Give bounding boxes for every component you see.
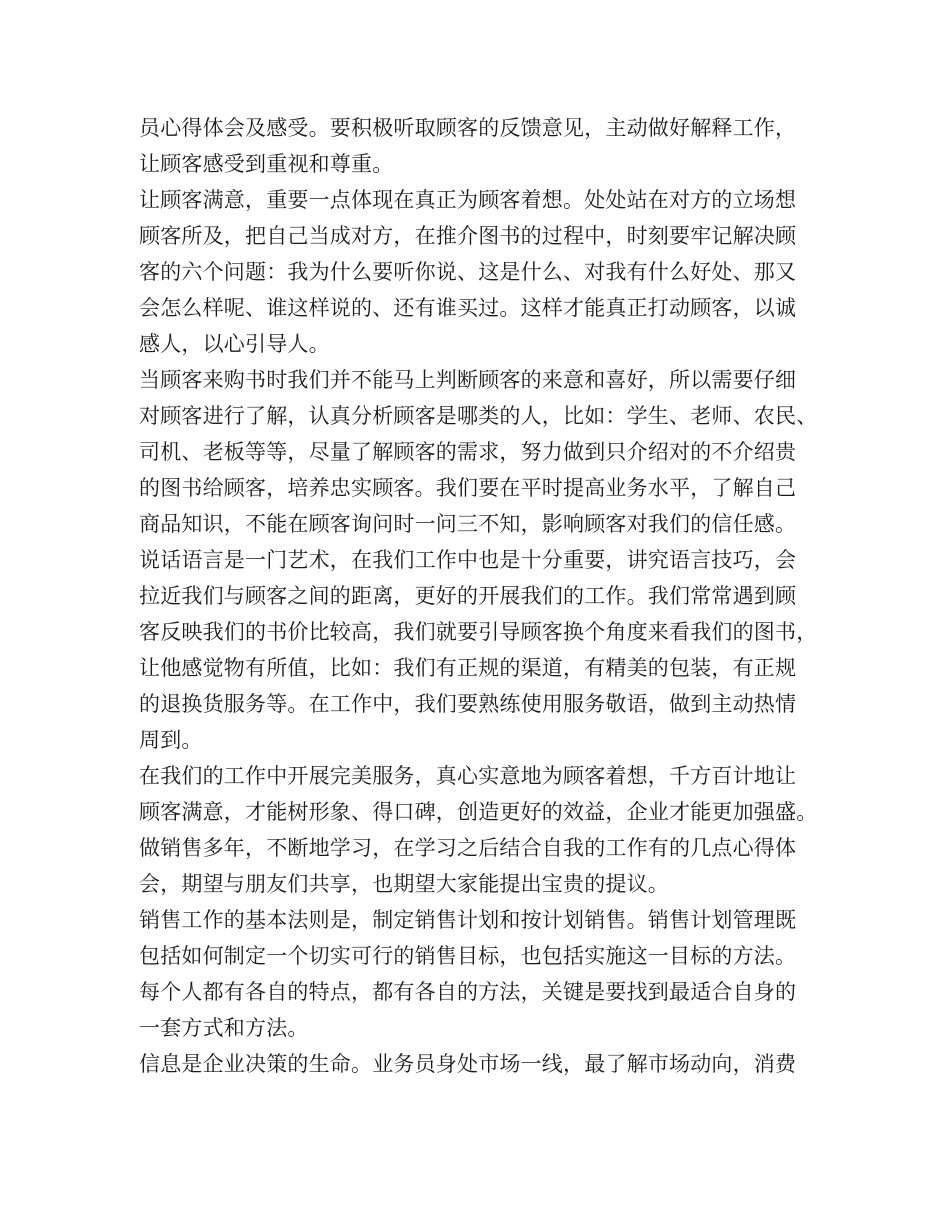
text-line: 商品知识，不能在顾客询问时一问三不知，影响顾客对我们的信任感。 (139, 512, 797, 536)
text-line: 让顾客满意，重要一点体现在真正为顾客着想。处处站在对方的立场想 (139, 188, 797, 212)
text-line: 的图书给顾客，培养忠实顾客。我们要在平时提高业务水平，了解自己 (139, 476, 797, 500)
text-line: 包括如何制定一个切实可行的销售目标，也包括实施这一目标的方法。 (139, 944, 797, 968)
text-line: 当顾客来购书时我们并不能马上判断顾客的来意和喜好，所以需要仔细 (139, 368, 797, 392)
text-line: 信息是企业决策的生命。业务员身处市场一线，最了解市场动向，消费 (139, 1052, 797, 1076)
text-line: 的退换货服务等。在工作中，我们要熟练使用服务敬语，做到主动热情 (139, 692, 797, 716)
text-line: 客的六个问题：我为什么要听你说、这是什么、对我有什么好处、那又 (139, 260, 797, 284)
text-line: 感人，以心引导人。 (139, 332, 330, 356)
text-line: 会怎么样呢、谁这样说的、还有谁买过。这样才能真正打动顾客，以诚 (139, 296, 797, 320)
document-body (139, 110, 829, 1082)
text-line: 顾客满意，才能树形象、得口碑，创造更好的效益，企业才能更加强盛。 (139, 800, 818, 824)
text-line: 拉近我们与顾客之间的距离，更好的开展我们的工作。我们常常遇到顾 (139, 584, 797, 608)
text-line: 周到。 (139, 728, 203, 752)
text-line: 销售工作的基本法则是，制定销售计划和按计划销售。销售计划管理既 (139, 908, 797, 932)
text-line: 让顾客感受到重视和尊重。 (139, 152, 394, 176)
text-line: 一套方式和方法。 (139, 1016, 309, 1040)
text-line: 每个人都有各自的特点，都有各自的方法，关键是要找到最适合自身的 (139, 980, 797, 1004)
text-line: 做销售多年，不断地学习，在学习之后结合自我的工作有的几点心得体 (139, 836, 797, 860)
text-line: 客反映我们的书价比较高，我们就要引导顾客换个角度来看我们的图书， (139, 620, 818, 644)
text-line: 顾客所及，把自己当成对方，在推介图书的过程中，时刻要牢记解决顾 (139, 224, 797, 248)
text-line: 让他感觉物有所值，比如：我们有正规的渠道，有精美的包装，有正规 (139, 656, 797, 680)
text-line: 在我们的工作中开展完美服务，真心实意地为顾客着想，千方百计地让 (139, 764, 797, 788)
text-line: 司机、老板等等，尽量了解顾客的需求，努力做到只介绍对的不介绍贵 (139, 440, 797, 464)
text-line: 对顾客进行了解，认真分析顾客是哪类的人，比如：学生、老师、农民、 (139, 404, 818, 428)
text-line: 员心得体会及感受。要积极听取顾客的反馈意见，主动做好解释工作， (139, 116, 797, 140)
text-line: 会，期望与朋友们共享，也期望大家能提出宝贵的提议。 (139, 872, 669, 896)
text-line: 说话语言是一门艺术，在我们工作中也是十分重要，讲究语言技巧，会 (139, 548, 797, 572)
